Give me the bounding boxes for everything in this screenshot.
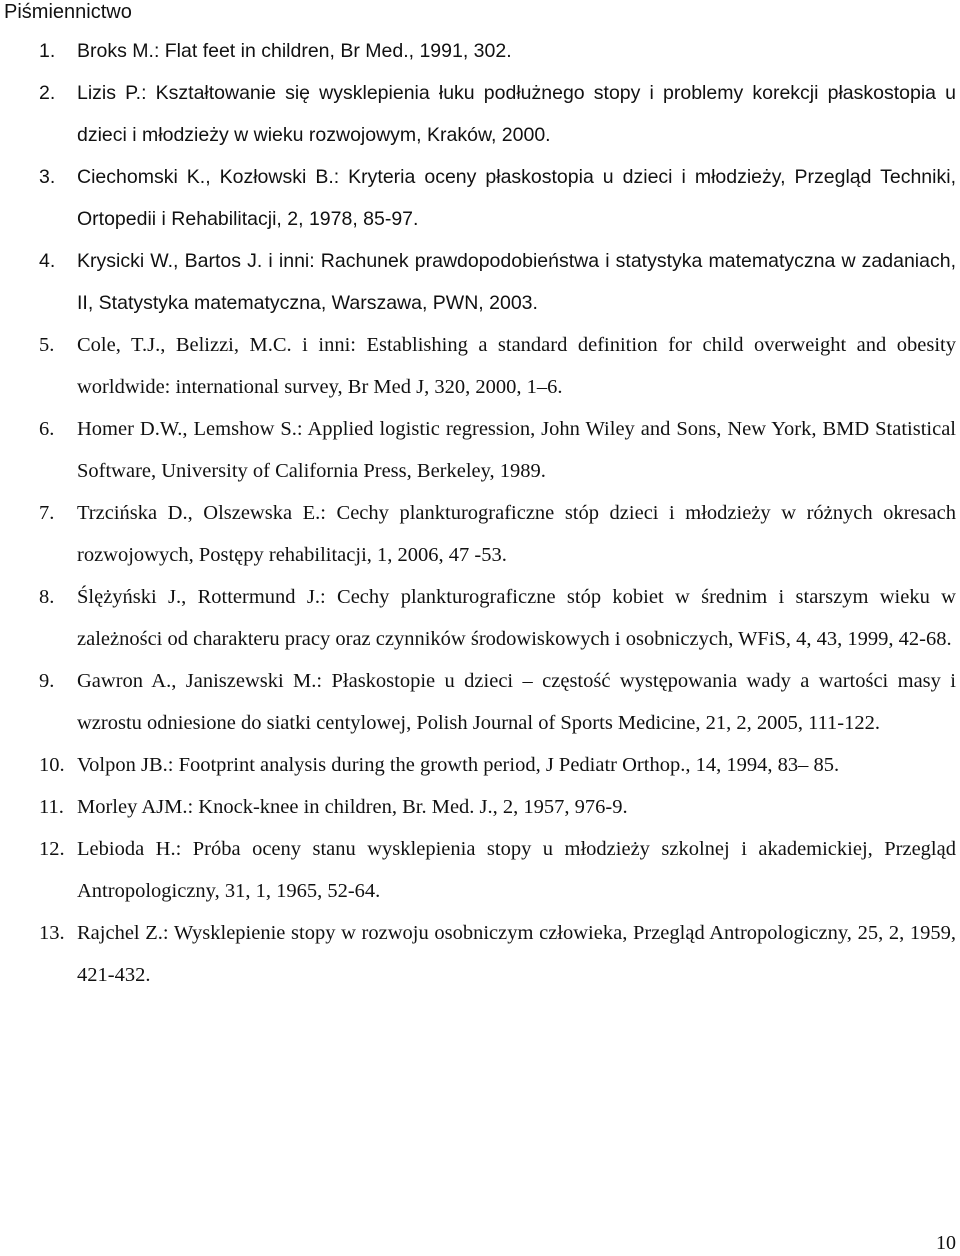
reference-number: 13. [39,922,65,944]
reference-text: : Cechy plankturograficzne stóp kobiet w średnim i starszym wieku w zależności od charakteru pracy oraz czynników środowiskowych i osobniczych, WFiS, 4, 43, 1999, 42-68. [77,586,956,650]
reference-text: : Knock-knee in children, Br. Med. J., 2, 1957, 976-9. [187,796,628,818]
reference-list [0,30,960,996]
reference-number: 4. [39,250,56,272]
reference-number: 2. [39,82,56,104]
reference-item [0,660,960,744]
reference-item [0,72,960,156]
reference-item [0,492,960,576]
reference-item [0,324,960,408]
reference-item [0,786,960,828]
reference-authors: Krysicki W., Bartos J. [77,250,263,272]
reference-number: 5. [39,334,55,356]
reference-text: : Kryteria oceny płaskostopia u dzieci i młodzieży, Przegląd Techniki, Ortopedii i Rehabilitacji, 2, 1978, 85-97. [77,166,956,230]
reference-text: : Footprint analysis during the growth period, J Pediatr Orthop., 14, 1994, 83– 85. [167,754,840,776]
reference-authors: Gawron A., Janiszewski M. [77,670,317,692]
reference-text: : Applied logistic regression, John Wiley and Sons, New York, BMD Statistical Software, University of California Press, Berkeley, 1989. [77,418,957,482]
reference-item [0,408,960,492]
reference-text: : Próba oceny stanu wysklepienia stopy u młodzieży szkolnej i akademickiej, Przegląd Antropologiczny, 31, 1, 1965, 52-64. [77,838,956,902]
reference-text: : Cechy plankturograficzne stóp dzieci i młodzieży w różnych okresach rozwojowych, Postępy rehabilitacji, 1, 2006, 47 -53. [77,502,957,566]
reference-authors: Trzcińska D., Olszewska E. [77,502,321,524]
reference-number: 12. [39,838,65,860]
reference-number: 9. [39,670,55,692]
reference-number: 10. [39,754,65,776]
reference-authors: Cole, T.J., Belizzi, M.C. [77,334,292,356]
reference-text: : Wysklepienie stopy w rozwoju osobniczym człowieka, Przegląd Antropologiczny, 25, 2, 1959, 421-432. [77,922,956,986]
reference-authors: Morley AJM. [77,796,188,818]
reference-authors: Lebioda H. [77,838,176,860]
page-number: 10 [936,1232,956,1254]
reference-item [0,240,960,324]
reference-number: 6. [39,418,55,440]
reference-number: 11. [39,796,64,818]
reference-authors: Ślężyński J., Rottermund J. [77,586,320,608]
reference-item [0,744,960,786]
reference-authors: Lizis P. [77,82,142,104]
reference-number: 1. [39,40,56,62]
reference-authors: Volpon JB. [77,754,168,776]
reference-item [0,912,960,996]
reference-item [0,156,960,240]
reference-text: i inni: Rachunek prawdopodobieństwa i statystyka matematyczna w zadaniach, II, Statystyka matematyczna, Warszawa, PWN, 2003. [77,250,956,314]
reference-text: : Flat feet in children, Br Med., 1991, 302. [153,40,512,62]
reference-text: i inni: Establishing a standard definition for child overweight and obesity worldwide: international survey, Br Med J, 320, 2000, 1–6. [77,334,956,398]
section-heading: Piśmiennictwo [4,1,132,23]
reference-authors: Rajchel Z. [77,922,163,944]
reference-item [0,30,960,72]
reference-authors: Broks M. [77,40,154,62]
reference-text: : Kształtowanie się wysklepienia łuku podłużnego stopy i problemy korekcji płaskostopia u dzieci i młodzieży w wieku rozwojowym, Kraków, 2000. [77,82,957,146]
reference-text: : Płaskostopie u dzieci – częstość występowania wady a wartości masy i wzrostu odniesione do siatki centylowej, Polish Journal of Sports Medicine, 21, 2, 2005, 111-122. [77,670,956,734]
reference-number: 3. [39,166,56,188]
reference-authors: Ciechomski K., Kozłowski B. [77,166,334,188]
reference-number: 8. [39,586,55,608]
reference-number: 7. [39,502,55,524]
reference-item [0,828,960,912]
reference-authors: Homer D.W., Lemshow S. [77,418,297,440]
reference-item [0,576,960,660]
